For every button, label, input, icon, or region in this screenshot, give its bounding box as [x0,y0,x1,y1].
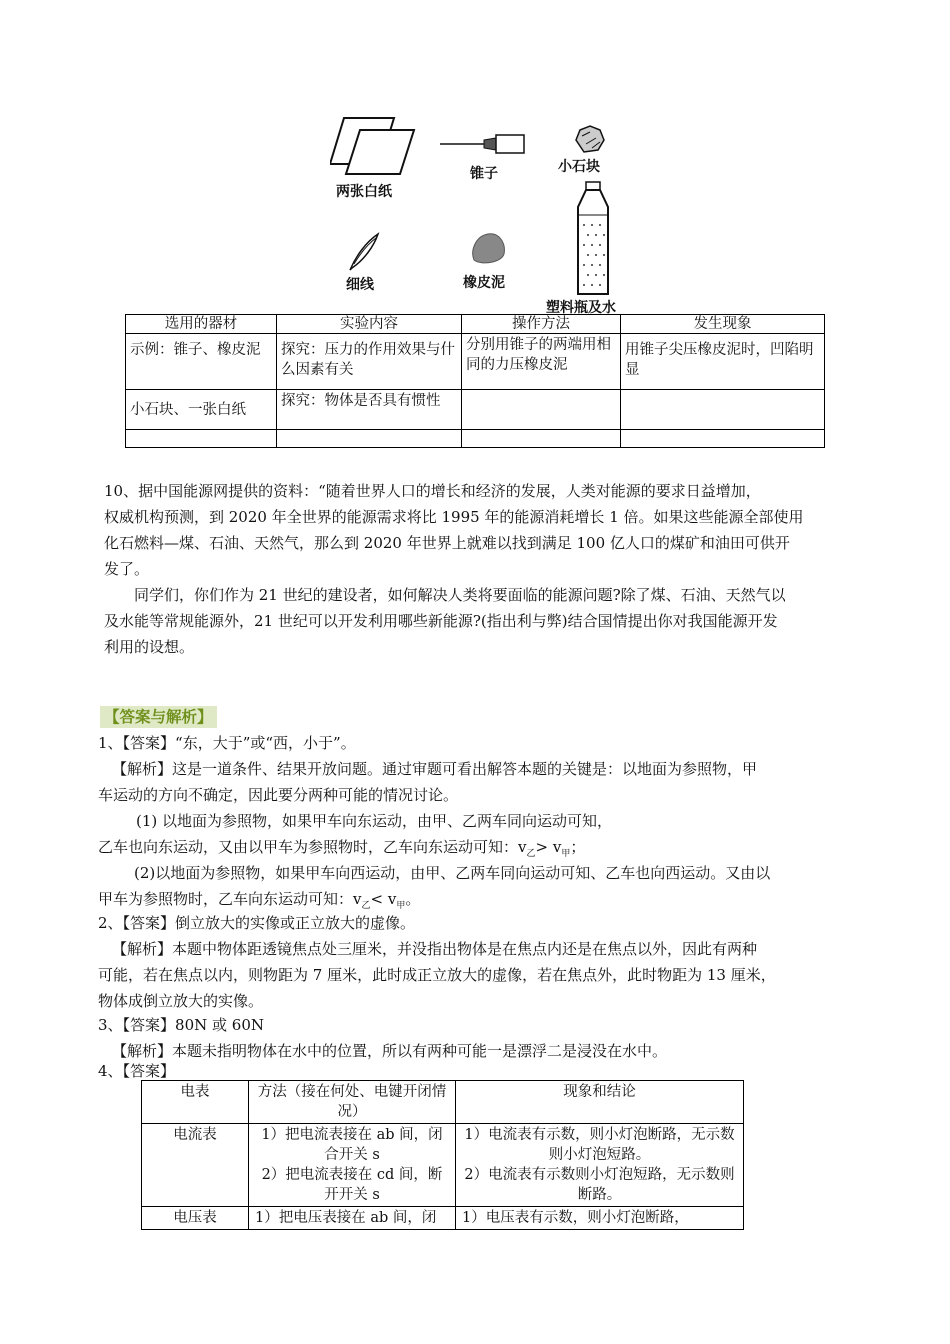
result-cell [456,1207,744,1230]
method-item: 1）把电流表接在 ab 间，闭合开关 s [261,1127,443,1163]
punct: 。 [405,890,421,908]
clay-illustration [468,230,508,266]
thread-label: 细线 [346,277,374,293]
table-header-cell: 方法（接在何处、电键开闭情况） [249,1081,456,1124]
table-header-cell: 操作方法 [462,315,621,334]
stone-illustration [572,124,606,154]
stone-label: 小石块 [558,159,600,175]
result-item: 2）电流表有示数则小灯泡短路，无示数则断路。 [464,1167,735,1203]
method-cell [249,1207,456,1230]
clay-label: 橡皮泥 [463,275,505,291]
table-cell: 用锥子尖压橡皮泥时，凹陷明显 [621,334,825,390]
explanation-line: 【解析】这是一道条件、结果开放问题。通过审题可看出解答本题的关键是：以地面为参照物，甲 [112,760,758,778]
paper-sheets-illustration [330,116,420,178]
result-item: 1）电压表有示数，则小灯泡断路， [462,1210,689,1226]
explanation-line: 【解析】本题中物体距透镜焦点处三厘米，并没指出物体是在焦点内还是在焦点以外，因此有两种 [112,940,758,958]
table-cell [126,430,277,448]
table-header-cell: 现象和结论 [456,1081,744,1124]
comparison: < v [370,890,397,908]
result-cell [456,1124,744,1207]
answers-heading: 【答案与解析】 [100,706,217,728]
punct: ； [570,838,586,856]
table-cell [462,430,621,448]
bottle-label: 塑料瓶及水 [546,300,616,316]
q10-line: 10、据中国能源网提供的资料：“随着世界人口的增长和经济的发展，人类对能源的要求日益增加， [104,482,761,500]
subscript: 甲 [396,901,406,911]
subscript: 乙 [361,901,371,911]
answer-line: 3、【答案】80N 或 60N [98,1016,265,1034]
answer-line: 2、【答案】倒立放大的实像或正立放大的虚像。 [98,914,416,932]
meter-cell: 电压表 [142,1207,249,1230]
answer-line: 1、【答案】“东，大于”或“西，小于”。 [98,734,356,752]
table-row [142,1207,744,1230]
meter-cell: 电流表 [142,1124,249,1207]
table-header-cell: 实验内容 [277,315,462,334]
explanation-line: 车运动的方向不确定，因此要分两种可能的情况讨论。 [98,786,459,804]
bottle-illustration [568,181,618,297]
table-header-row [142,1081,744,1124]
method-item: 1）把电压表接在 ab 间，闭 [255,1210,437,1226]
table-cell: 探究：物体是否具有惯性 [277,390,462,430]
table-row [126,334,825,390]
answer-line: 4、【答案】 [98,1062,176,1080]
q10-line: 利用的设想。 [104,638,195,656]
result-item: 1）电流表有示数，则小灯泡断路，无示数则小灯泡短路。 [464,1127,735,1163]
table-cell: 分别用锥子的两端用相同的力压橡皮泥 [462,334,621,390]
explanation-line: 可能，若在焦点以内，则物距为 7 厘米，此时成正立放大的虚像，若在焦点外，此时物距为 13 厘米， [98,966,776,984]
explanation-line: (2)以地面为参照物，如果甲车向西运动，由甲、乙两车同向运动可知、乙车也向西运动。又由以 [134,864,771,882]
explanation-text: 乙车也向东运动，又由以甲车为参照物时，乙车向东运动可知：v [98,838,527,856]
awl-illustration [440,132,526,156]
table-row [126,430,825,448]
q10-line: 化石燃料—煤、石油、天然气，那么到 2020 年世界上就难以找到满足 100 亿人口的煤矿和油田可供开 [104,534,790,552]
table-header-row [126,315,825,334]
table-header-cell: 电表 [142,1081,249,1124]
table-cell [621,430,825,448]
q10-line: 及水能等常规能源外，21 世纪可以开发利用哪些新能源?(指出利与弊)结合国情提出你对我国能源开发 [104,612,778,630]
experiment-table [125,314,825,448]
explanation-line: 物体成倒立放大的实像。 [98,992,264,1010]
explanation-line: 【解析】本题未指明物体在水中的位置，所以有两种可能一是漂浮二是浸没在水中。 [112,1042,668,1060]
meter-table [141,1080,744,1230]
method-item: 2）把电流表接在 cd 间，断开开关 s [261,1167,443,1203]
table-header-cell: 发生现象 [621,315,825,334]
explanation-text: 甲车为参照物时，乙车向东运动可知：v [98,890,362,908]
table-row [142,1124,744,1207]
table-cell [277,430,462,448]
subscript: 乙 [526,849,536,859]
subscript: 甲 [561,849,571,859]
explanation-line: (1) 以地面为参照物，如果甲车向东运动，由甲、乙两车同向运动可知， [136,812,613,830]
awl-label: 锥子 [470,166,498,182]
q10-line: 权威机构预测，到 2020 年全世界的能源需求将比 1995 年的能源消耗增长 1 倍。如果这些能源全部使用 [104,508,804,526]
table-cell: 示例：锥子、橡皮泥 [126,334,277,390]
table-header-cell: 选用的器材 [126,315,277,334]
thread-illustration [346,232,382,272]
table-cell [621,390,825,430]
table-row [126,390,825,430]
q10-line: 发了。 [104,560,150,578]
table-cell [462,390,621,430]
comparison: > v [535,838,562,856]
table-cell: 探究：压力的作用效果与什么因素有关 [277,334,462,390]
method-cell [249,1124,456,1207]
table-cell: 小石块、一张白纸 [126,390,277,430]
paper-label: 两张白纸 [336,184,392,200]
q10-line: 同学们，你们作为 21 世纪的建设者，如何解决人类将要面临的能源问题?除了煤、石油、天然气以 [134,586,786,604]
